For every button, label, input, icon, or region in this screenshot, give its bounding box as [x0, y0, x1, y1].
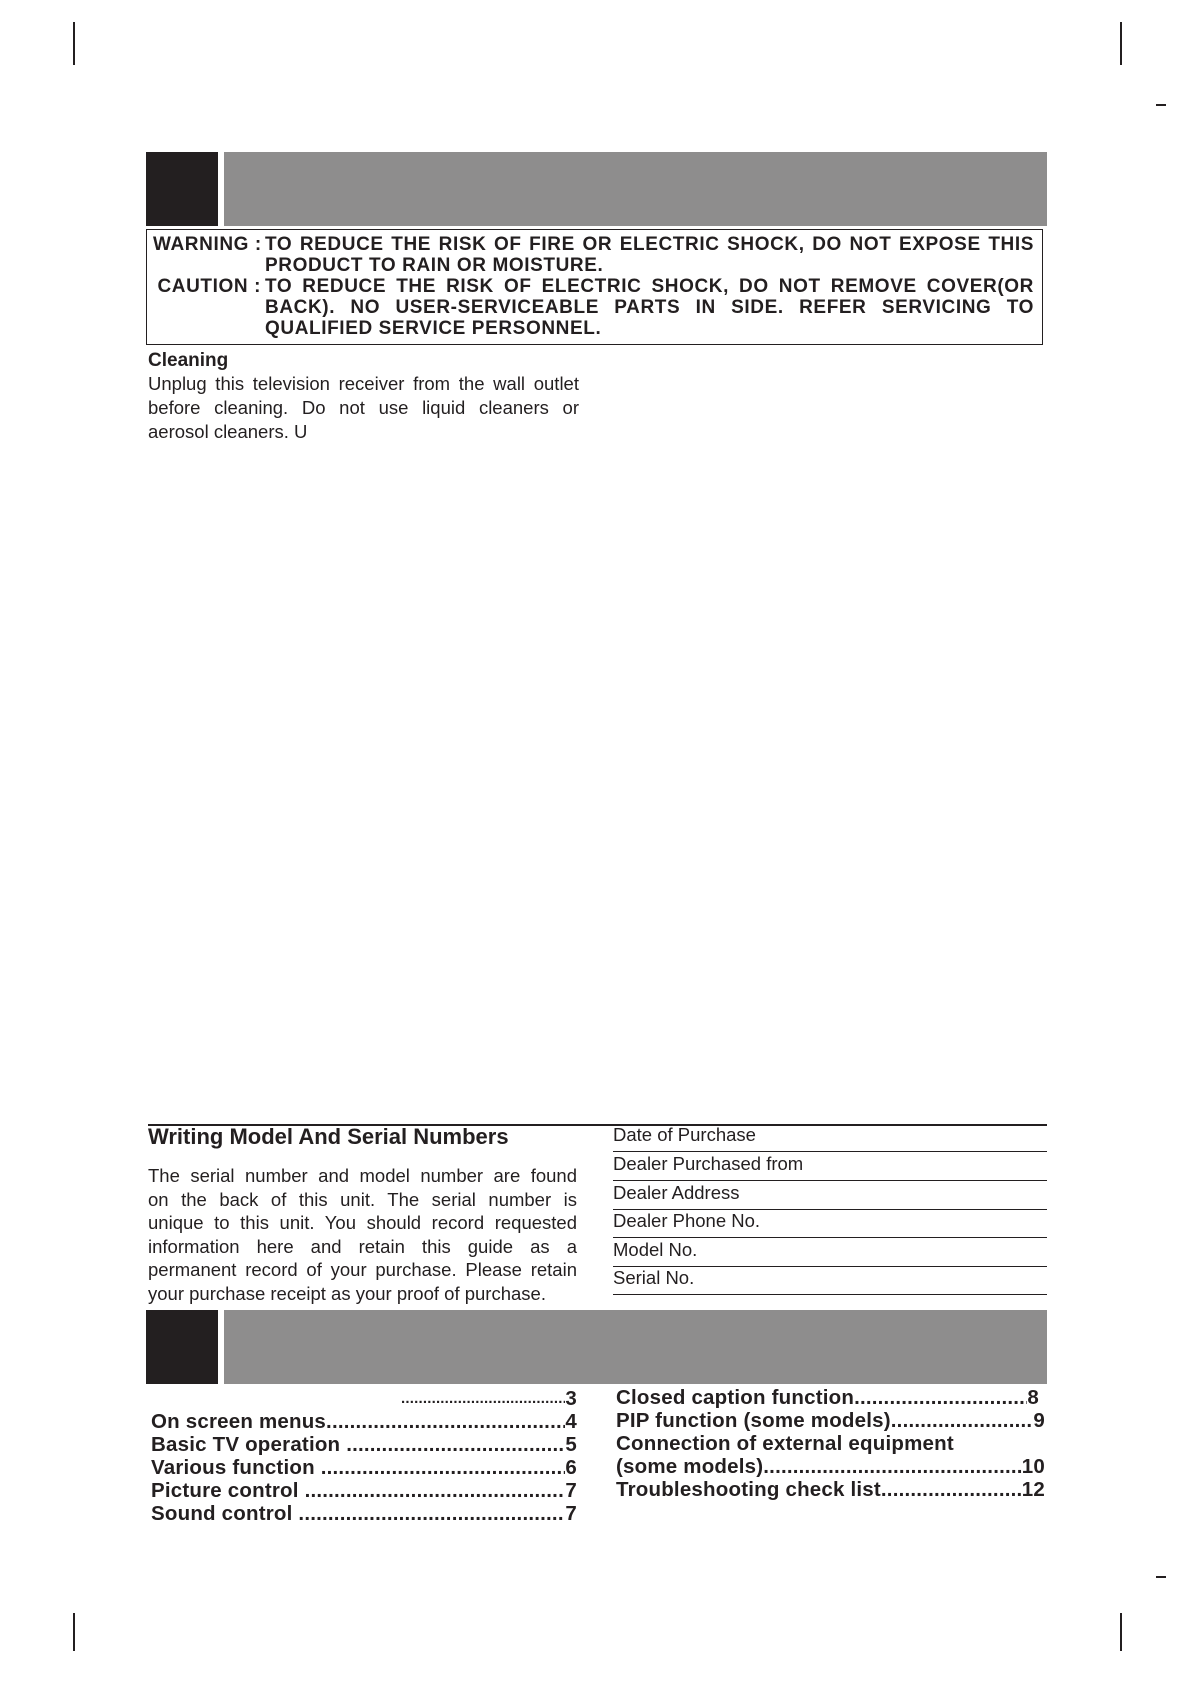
record-field: Dealer Purchased from	[613, 1151, 1047, 1181]
cleaning-heading: Cleaning	[148, 350, 229, 371]
cleaning-line: aerosol cleaners. U	[148, 421, 308, 442]
warning-box	[146, 229, 1043, 345]
crop-mark	[73, 1613, 75, 1651]
toc-page: 10	[1021, 1455, 1045, 1478]
crop-mark	[1156, 104, 1166, 106]
record-field: Serial No.	[613, 1265, 1047, 1295]
toc-entry[interactable]	[616, 1386, 1045, 1409]
toc-entry[interactable]	[151, 1387, 577, 1410]
toc-entry[interactable]	[151, 1433, 577, 1456]
caution-text	[265, 276, 1034, 339]
writing-line: information here and retain this guide as a	[148, 1235, 577, 1257]
toc-title: PIP function (some models)	[616, 1409, 891, 1432]
toc-entry[interactable]	[616, 1409, 1045, 1432]
warning-line: PRODUCT TO RAIN OR MOISTURE.	[265, 255, 604, 276]
toc-title: Picture control	[151, 1479, 305, 1502]
record-field: Dealer Address	[613, 1180, 1047, 1210]
toc-entry[interactable]	[616, 1478, 1045, 1501]
toc-title: Sound control	[151, 1502, 299, 1525]
toc-title: Closed caption function	[616, 1386, 855, 1409]
cleaning-text	[148, 372, 579, 444]
toc-entry[interactable]	[616, 1432, 1045, 1455]
record-field: Date of Purchase	[613, 1122, 1047, 1152]
toc-page: 8	[1027, 1386, 1039, 1409]
writing-line: unique to this unit. You should record requested	[148, 1212, 577, 1233]
record-field: Dealer Phone No.	[613, 1208, 1047, 1238]
contents-header-band	[146, 1310, 1047, 1384]
crop-mark	[73, 22, 75, 65]
toc-title: Connection of external equipment	[616, 1432, 954, 1455]
section-header-band	[146, 152, 1047, 226]
writing-text	[148, 1164, 577, 1305]
writing-line: The serial number and model number are found	[148, 1165, 577, 1186]
caution-line: BACK). NO USER-SERVICEABLE PARTS IN SIDE. REFER SERVICING TO	[265, 297, 1034, 318]
toc-entry[interactable]	[151, 1479, 577, 1502]
cleaning-line: Unplug this television receiver from the wall outlet	[148, 373, 579, 394]
toc-left	[151, 1387, 577, 1525]
toc-entry[interactable]	[616, 1455, 1045, 1478]
caution-line: TO REDUCE THE RISK OF ELECTRIC SHOCK, DO NOT REMOVE COVER(OR	[265, 276, 1034, 297]
toc-title: Troubleshooting check list	[616, 1478, 881, 1501]
caution-line: QUALIFIED SERVICE PERSONNEL.	[265, 318, 602, 339]
writing-line: your purchase receipt as your proof of purchase.	[148, 1282, 546, 1304]
crop-mark	[1156, 1576, 1166, 1578]
toc-entry[interactable]	[151, 1456, 577, 1479]
warning-label: WARNING :	[153, 234, 262, 255]
toc-page: 3	[565, 1387, 577, 1410]
header-black-block	[146, 152, 218, 226]
header-gray-bar	[224, 152, 1047, 226]
toc-entry[interactable]	[151, 1502, 577, 1525]
toc-page: 7	[565, 1502, 577, 1525]
writing-heading: Writing Model And Serial Numbers	[148, 1124, 509, 1149]
toc-title: (some models)	[616, 1455, 764, 1478]
caution-row	[153, 276, 1034, 339]
record-field: Model No.	[613, 1237, 1047, 1267]
toc-page: 9	[1033, 1409, 1045, 1432]
writing-line: permanent record of your purchase. Please retain	[148, 1259, 577, 1280]
toc-entry[interactable]	[151, 1410, 577, 1433]
header-black-block	[146, 1310, 218, 1384]
toc-right	[616, 1386, 1045, 1501]
cleaning-line: before cleaning. Do not use liquid cleaners or	[148, 397, 579, 418]
toc-page: 6	[565, 1456, 577, 1479]
toc-page: 12	[1021, 1478, 1045, 1501]
warning-line: TO REDUCE THE RISK OF FIRE OR ELECTRIC SHOCK, DO NOT EXPOSE THIS	[265, 234, 1034, 255]
writing-line: on the back of this unit. The serial number is	[148, 1188, 577, 1210]
crop-mark	[1120, 1613, 1122, 1651]
toc-page: 7	[565, 1479, 577, 1502]
toc-title: On screen menus	[151, 1410, 327, 1433]
warning-text	[265, 234, 1034, 276]
toc-title: Basic TV operation	[151, 1433, 347, 1456]
toc-page: 5	[565, 1433, 577, 1456]
crop-mark	[1120, 22, 1122, 65]
caution-label: CAUTION :	[157, 276, 261, 297]
warning-row	[153, 234, 1034, 276]
header-gray-bar	[224, 1310, 1047, 1384]
toc-page: 4	[565, 1410, 577, 1433]
toc-title: Various function	[151, 1456, 321, 1479]
